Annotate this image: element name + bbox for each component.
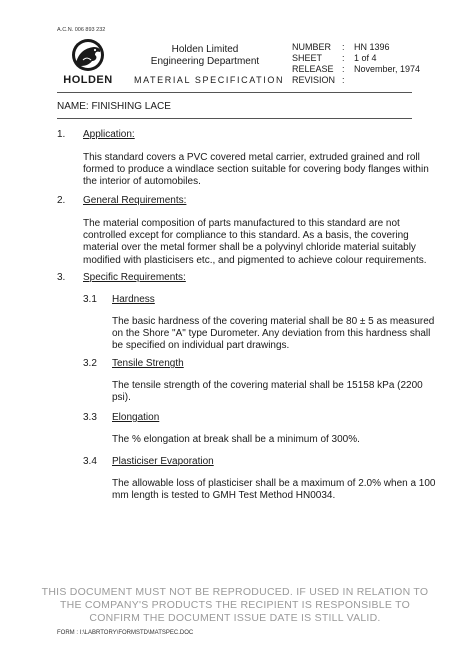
paragraph-line: modified with plasticisers etc., and pigmented to achieve colour requirements. (83, 254, 427, 266)
meta-sep: : (342, 64, 345, 74)
paragraph-line: controlled except for compliance to this standard. As a basis, the covering (83, 230, 409, 242)
section-title-general: General Requirements: (83, 195, 187, 206)
meta-key: SHEET (292, 53, 323, 63)
subsection-number: 3.3 (83, 412, 97, 423)
paragraph-line: The material composition of parts manufactured to this standard are not (83, 218, 400, 229)
section-number: 3. (57, 272, 66, 283)
document-type: MATERIAL SPECIFICATION (134, 75, 285, 85)
name-divider (57, 118, 412, 119)
warning-line: THIS DOCUMENT MUST NOT BE REPRODUCED. IF USED IN RELATION TO (41, 586, 429, 598)
paragraph-line: The tensile strength of the covering material shall be 15158 kPa (2200 (112, 380, 423, 391)
paragraph-line: psi). (112, 392, 131, 404)
paragraph-line: mm length is tested to GMH Test Method HN0034. (112, 490, 336, 502)
application-paragraph (83, 152, 429, 189)
department-name: Engineering Department (150, 56, 260, 67)
section-number: 2. (57, 195, 66, 206)
section-number: 1. (57, 129, 66, 140)
subsection-title-plasticiser: Plasticiser Evaporation (112, 456, 214, 467)
subsection-title-hardness: Hardness (112, 294, 155, 305)
paragraph-line: be specified on individual part drawings. (112, 340, 290, 352)
acn-number: A.C.N. 006 893 232 (57, 27, 106, 33)
company-name: Holden Limited (171, 44, 239, 55)
meta-value: HN 1396 (354, 42, 390, 52)
part-name: NAME: FINISHING LACE (57, 101, 171, 112)
section-title-application: Application: (83, 129, 135, 140)
meta-sep: : (342, 75, 345, 85)
meta-value: November, 1974 (354, 64, 421, 74)
paragraph-line: on the Shore "A" type Durometer. Any deviation from this hardness shall (112, 328, 431, 340)
form-path: FORM : I:\LABRTORY\FORMSTD\MATSPEC.DOC (57, 630, 194, 636)
paragraph-line: the interior of automobiles. (83, 176, 201, 188)
paragraph-line: This standard covers a PVC covered metal carrier, extruded grained and roll (83, 152, 420, 163)
holden-logo (52, 36, 124, 86)
paragraph-line: formed to produce a windlace section suitable for covering body flanges within (83, 164, 429, 176)
subsection-number: 3.2 (83, 358, 97, 369)
meta-value: 1 of 4 (354, 53, 377, 63)
meta-key: REVISION (292, 75, 336, 85)
subsection-number: 3.1 (83, 294, 97, 305)
tensile-paragraph (112, 380, 423, 404)
section-title-specific: Specific Requirements: (83, 272, 186, 283)
paragraph-line: The % elongation at break shall be a minimum of 300%. (112, 434, 360, 445)
logo-wordmark: HOLDEN (63, 74, 113, 86)
paragraph-line: The allowable loss of plasticiser shall be a maximum of 2.0% when a 100 (112, 478, 436, 489)
general-paragraph (83, 218, 427, 267)
paragraph-line: The basic hardness of the covering material shall be 80 ± 5 as measured (112, 316, 435, 327)
meta-key: RELEASE (292, 64, 334, 74)
meta-sep: : (342, 53, 345, 63)
warning-line: CONFIRM THE DOCUMENT ISSUE DATE IS STILL VALID. (89, 612, 381, 624)
paragraph-line: material over the metal former shall be a polyvinyl chloride material suitably (83, 242, 416, 254)
hardness-paragraph (112, 316, 434, 353)
warning-line: THE COMPANY'S PRODUCTS THE RECIPIENT IS RESPONSIBLE TO (59, 599, 411, 611)
meta-key: NUMBER (292, 42, 332, 52)
plasticiser-paragraph (112, 478, 436, 502)
subsection-number: 3.4 (83, 456, 97, 467)
subsection-title-tensile: Tensile Strength (112, 358, 184, 369)
header-divider (57, 92, 412, 93)
reproduction-warning (30, 586, 440, 625)
meta-sep: : (342, 42, 345, 52)
company-block (140, 44, 270, 68)
elongation-paragraph (112, 434, 360, 446)
subsection-title-elongation: Elongation (112, 412, 160, 423)
